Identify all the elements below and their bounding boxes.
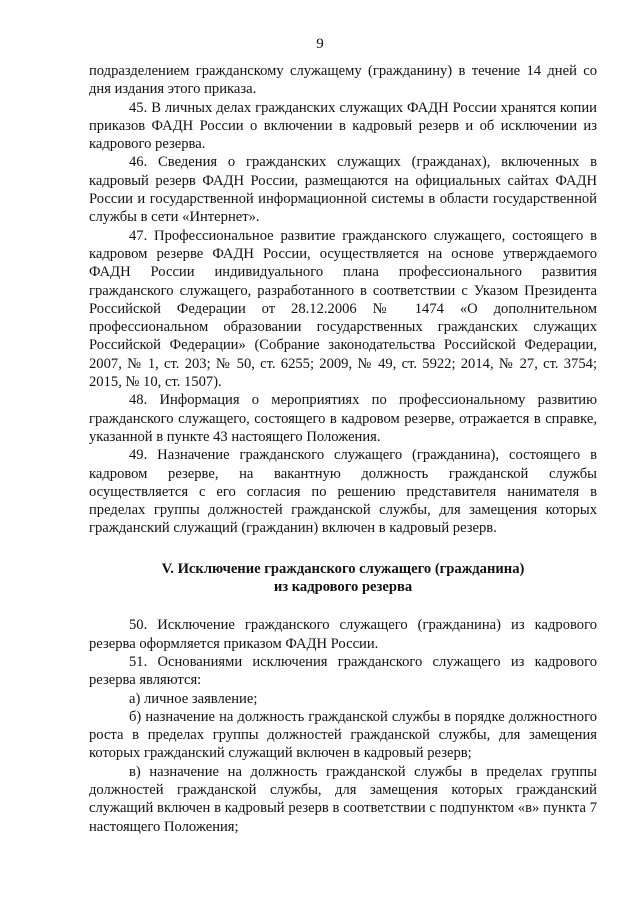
section-heading (89, 560, 597, 597)
paragraph-45: 45. В личных делах гражданских служащих ФАДН России хранятся копии приказов ФАДН России о включении в кадровый резерв и об исключении из кадрового резерва. (89, 99, 597, 153)
list-item-a: а) личное заявление; (129, 690, 258, 707)
paragraph-46: 46. Сведения о гражданских служащих (гражданах), включенных в кадровый резерв ФАДН России, размещаются на официальных сайтах ФАДН России и государственной информационной системы в области государственной службы в сети «Интернет». (89, 154, 597, 226)
paragraph-48: 48. Информация о мероприятиях по профессиональному развитию гражданского служащего, состоящего в кадровом резерве, отражается в справке, указанной в пункте 43 настоящего Положения. (89, 392, 597, 445)
paragraph-49: 49. Назначение гражданского служащего (гражданина), состоящего в кадровом резерве, на вакантную должность гражданской службы осуществляется с его согласия по решению представителя нанимателя в пределах группы должностей гражданской службы, для замещения которых гражданский служащий (гражданин) включен в кадровый резерв. (89, 447, 597, 537)
document-body (89, 62, 597, 836)
paragraph-continuation: подразделением гражданскому служащему (гражданину) в течение 14 дней со дня издания этого приказа. (89, 63, 597, 98)
page-number: 9 (316, 36, 324, 52)
paragraph-50: 50. Исключение гражданского служащего (гражданина) из кадрового резерва оформляется приказом ФАДН России. (89, 617, 597, 652)
list-item-b: б) назначение на должность гражданской службы в порядке должностного роста в пределах группы должностей гражданской службы, для замещения которых гражданский служащий включен в кадровый резерв; (89, 708, 597, 762)
section-heading-line-1: V. Исключение гражданского служащего (гражданина) (161, 560, 525, 577)
paragraph-47: 47. Профессиональное развитие гражданского служащего, состоящего в кадровом резерве ФАДН России, осуществляется на основе утверждаемого ФАДН России индивидуального плана профессионального развития гражданского служащего, разработанного в соответствии с Указом Президента Российской Федерации от 28.12.2006 № 1474 «О дополнительном профессиональном образовании государственных гражданских служащих Российской Федерации» (Собрание законодательства Российской Федерации, 2007, № 1, ст. 203; № 50, ст. 6255; 2009, № 49, ст. 5922; 2014, № 27, ст. 3754; 2015, № 10, ст. 1507). (89, 227, 597, 391)
paragraph-51: 51. Основаниями исключения гражданского служащего из кадрового резерва являются: (89, 653, 597, 689)
list-item-v: в) назначение на должность гражданской службы в пределах группы должностей гражданской службы, для замещения которых гражданский служащий включен в кадровый резерв в соответствии с подпунктом «в» пункта 7 настоящего Положения; (89, 763, 597, 835)
section-heading-line-2: из кадрового резерва (273, 579, 413, 596)
